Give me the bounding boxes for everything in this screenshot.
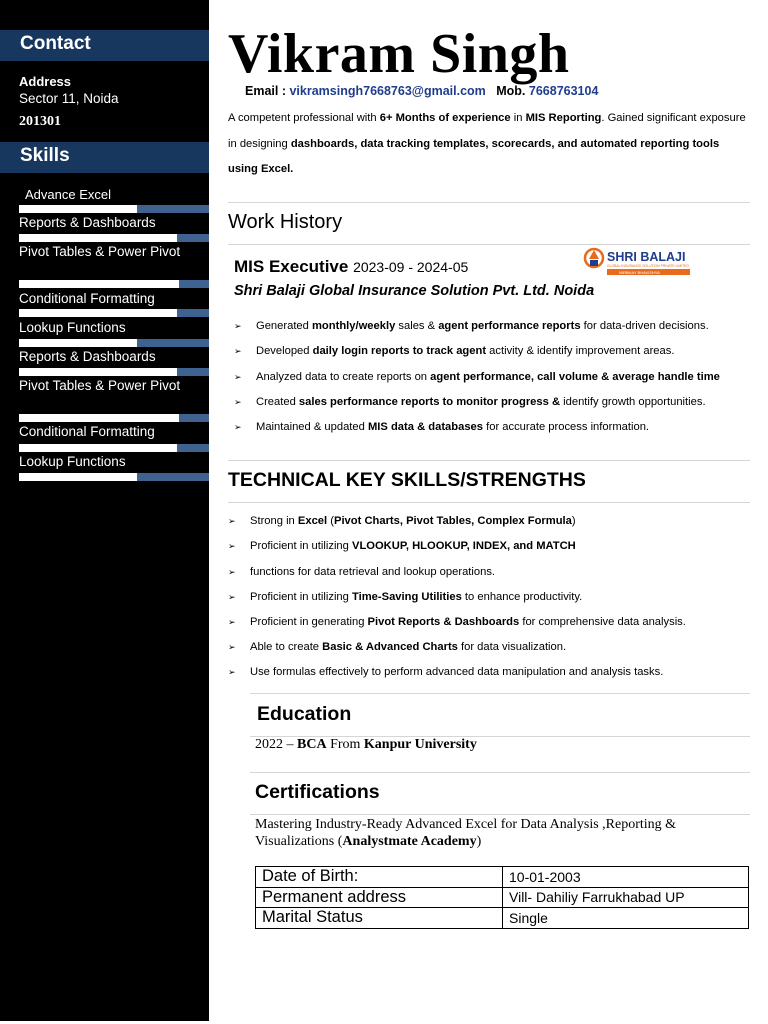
email-link[interactable]: vikramsingh7668763@gmail.com [289,84,486,98]
certification-course: Mastering Industry-Ready Advanced Excel for Data Analysis ,Reporting & Visualizations ( [255,817,677,849]
address-line: Sector 11, Noida [19,91,119,106]
divider [228,460,750,461]
logo-tagline: NIRBHAY BHAVISHYA [619,270,660,275]
skill-label: Advance Excel [25,187,111,202]
table-cell-value: 10-01-2003 [503,867,749,888]
table-cell-value: Vill- Dahiliy Farrukhabad UP [503,887,749,908]
email-label: Email : [245,84,286,98]
personal-info-table [255,866,749,929]
list-item-text: Maintained & updated MIS data & databases for accurate process information. [256,421,650,433]
skills-heading: Skills [0,142,209,173]
skill-bar [19,339,209,347]
company-logo-icon [583,245,693,277]
certification-text: ) [476,834,482,849]
table-row [256,887,749,908]
job-title [234,257,468,277]
contact-line [245,84,598,98]
job-dates: 2023-09 - 2024-05 [353,259,469,275]
skill-label: Pivot Tables & Power Pivot [19,378,181,393]
list-item-text: Proficient in generating Pivot Reports & Dashboards for comprehensive data analysis. [250,616,686,628]
skill-bar [19,444,209,452]
summary-paragraph [228,106,748,183]
education-degree: BCA [297,737,327,752]
list-item-text: functions for data retrieval and lookup operations. [250,566,496,578]
skill-bar-fill [19,339,137,347]
table-row [256,867,749,888]
education-heading: Education [257,703,352,725]
summary-bold: MIS Reporting [525,112,602,124]
skill-bar-fill [19,280,179,288]
list-item-text: Analyzed data to create reports on agent performance, call volume & average handle time [256,371,720,383]
list-item-text: Created sales performance reports to monitor progress & identify growth opportunities. [256,396,706,408]
mobile-label: Mob. [496,84,526,98]
address-label: Address [19,74,72,89]
skill-bar-fill [19,368,177,376]
skill-bar [19,473,209,481]
certification-provider: Analystmate Academy [342,834,477,849]
work-history-heading: Work History [228,211,343,233]
bullet-arrow-icon: ➢ [234,397,242,407]
list-item-text: Proficient in utilizing Time-Saving Utilities to enhance productivity. [250,591,583,603]
skill-label: Reports & Dashboards [19,215,156,230]
skill-bar-fill [19,205,137,213]
education-text: From [326,737,364,752]
divider [250,693,750,694]
logo-subtext: GLOBAL INSURANCE SOLUTION PRIVATE LIMITED [607,264,689,268]
technical-skills-heading: TECHNICAL KEY SKILLS/STRENGTHS [228,469,586,491]
skill-bar [19,280,209,288]
certification-entry [255,816,745,850]
divider [250,772,750,773]
candidate-name: Vikram Singh [228,23,570,85]
certifications-heading: Certifications [255,781,380,803]
bullet-arrow-icon: ➢ [234,321,242,331]
summary-text: in [510,112,526,124]
skill-label: Reports & Dashboards [19,349,156,364]
bullet-arrow-icon: ➢ [228,592,236,602]
list-item-text: Generated monthly/weekly sales & agent performance reports for data-driven decisions. [256,320,709,332]
list-item-text: Able to create Basic & Advanced Charts for data visualization. [250,641,567,653]
skill-label: Lookup Functions [19,454,126,469]
table-cell-key: Permanent address [256,887,503,908]
education-university: Kanpur University [363,737,477,752]
job-title-text: MIS Executive [234,257,349,276]
skill-bar [19,234,209,242]
skill-bar [19,309,209,317]
skill-bar-fill [19,473,137,481]
skill-bar [19,205,209,213]
divider [250,814,750,815]
skill-bar-fill [19,414,179,422]
skill-bar [19,414,209,422]
table-cell-key: Date of Birth: [256,867,503,888]
bullet-arrow-icon: ➢ [234,422,242,432]
list-item-text: Strong in Excel (Pivot Charts, Pivot Tables, Complex Formula) [250,515,576,527]
table-cell-key: Marital Status [256,908,503,929]
list-item-text: Use formulas effectively to perform advanced data manipulation and analysis tasks. [250,666,664,678]
company-name: Shri Balaji Global Insurance Solution Pvt. Ltd. Noida [234,283,595,299]
divider [228,202,750,203]
education-year: 2022 – [255,737,297,752]
bullet-arrow-icon: ➢ [234,372,242,382]
skill-label: Lookup Functions [19,320,126,335]
logo-text: SHRI BALAJI [607,250,686,264]
list-item-text: Developed daily login reports to track agent activity & identify improvement areas. [256,345,675,357]
summary-text: . Gained significant exposure in designing [228,112,746,150]
list-item-text: Proficient in utilizing VLOOKUP, HLOOKUP, INDEX, and MATCH [250,540,576,552]
address-pincode: 201301 [19,114,61,129]
skill-bar-fill [19,444,177,452]
education-entry [255,737,477,753]
skill-label: Pivot Tables & Power Pivot [19,244,181,259]
skill-bar-fill [19,309,177,317]
summary-bold: dashboards, data tracking templates, scorecards, and automated reporting tools using Excel. [228,137,720,175]
mobile-number[interactable]: 7668763104 [528,84,599,98]
bullet-arrow-icon: ➢ [228,516,236,526]
table-row [256,908,749,929]
table-cell-value: Single [503,908,749,929]
divider [228,502,750,503]
summary-bold: 6+ Months of experience [379,112,511,124]
skill-bar-fill [19,234,177,242]
bullet-arrow-icon: ➢ [228,541,236,551]
sidebar [0,0,209,1021]
skill-label: Conditional Formatting [19,291,155,306]
company-logo [583,245,693,277]
summary-text: A competent professional with [228,112,380,124]
skill-label: Conditional Formatting [19,424,155,439]
bullet-arrow-icon: ➢ [228,567,236,577]
contact-heading: Contact [0,30,209,61]
bullet-arrow-icon: ➢ [228,617,236,627]
bullet-arrow-icon: ➢ [228,667,236,677]
bullet-arrow-icon: ➢ [228,642,236,652]
bullet-arrow-icon: ➢ [234,346,242,356]
skill-bar [19,368,209,376]
